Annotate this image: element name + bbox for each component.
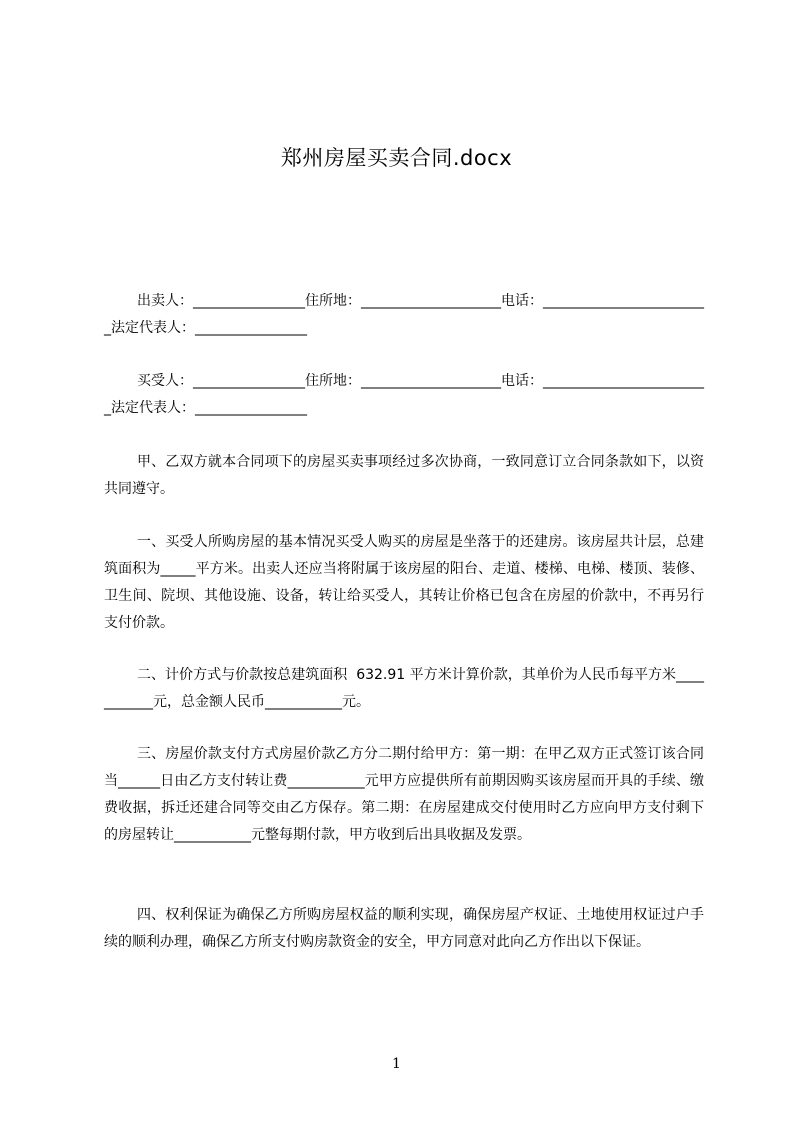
document-title: 郑州房屋买卖合同.docx — [280, 146, 513, 170]
clause-2-paragraph: 二、计价方式与价款按总建筑面积 632.91 平方米计算价款，其单价为人民币每平方米___________元，总金额人民币___________元。 — [104, 667, 704, 710]
clause-1-paragraph: 一、买受人所购房屋的基本情况买受人购买的房屋是坐落于的还建房。该房屋共计层，总建筑面积为_____平方米。出卖人还应当将附属于该房屋的阳台、走道、楼梯、电梯、楼顶、装修、卫生间、院坝、其他设施、设备，转让给买受人，其转让价格已包含在房屋的价款中，不再另行支付价款。 — [104, 534, 704, 631]
clause-4-paragraph: 四、权利保证为确保乙方所购房屋权益的顺利实现，确保房屋产权证、土地使用权证过户手续的顺利办理，确保乙方所支付购房款资金的安全，甲方同意对此向乙方作出以下保证。 — [104, 907, 704, 950]
seller-info-paragraph: 出卖人：________________住所地：____________________电话：________________________法定代表人：________________ — [104, 293, 704, 336]
buyer-info-paragraph: 买受人：________________住所地：____________________电话：________________________法定代表人：________________ — [104, 373, 704, 416]
page-number: 1 — [392, 1056, 401, 1072]
clause-3-paragraph: 三、房屋价款支付方式房屋价款乙方分二期付给甲方：第一期：在甲乙双方正式签订该合同当______日由乙方支付转让费___________元甲方应提供所有前期因购买该房屋而开具的手续、缴费收据，拆迁还建合同等交由乙方保存。第二期：在房屋建成交付使用时乙方应向甲方支付剩下的房屋转让___________元整每期付款，甲方收到后出具收据及发票。 — [104, 746, 704, 843]
preamble-paragraph: 甲、乙双方就本合同项下的房屋买卖事项经过多次协商，一致同意订立合同条款如下，以资共同遵守。 — [104, 454, 704, 497]
